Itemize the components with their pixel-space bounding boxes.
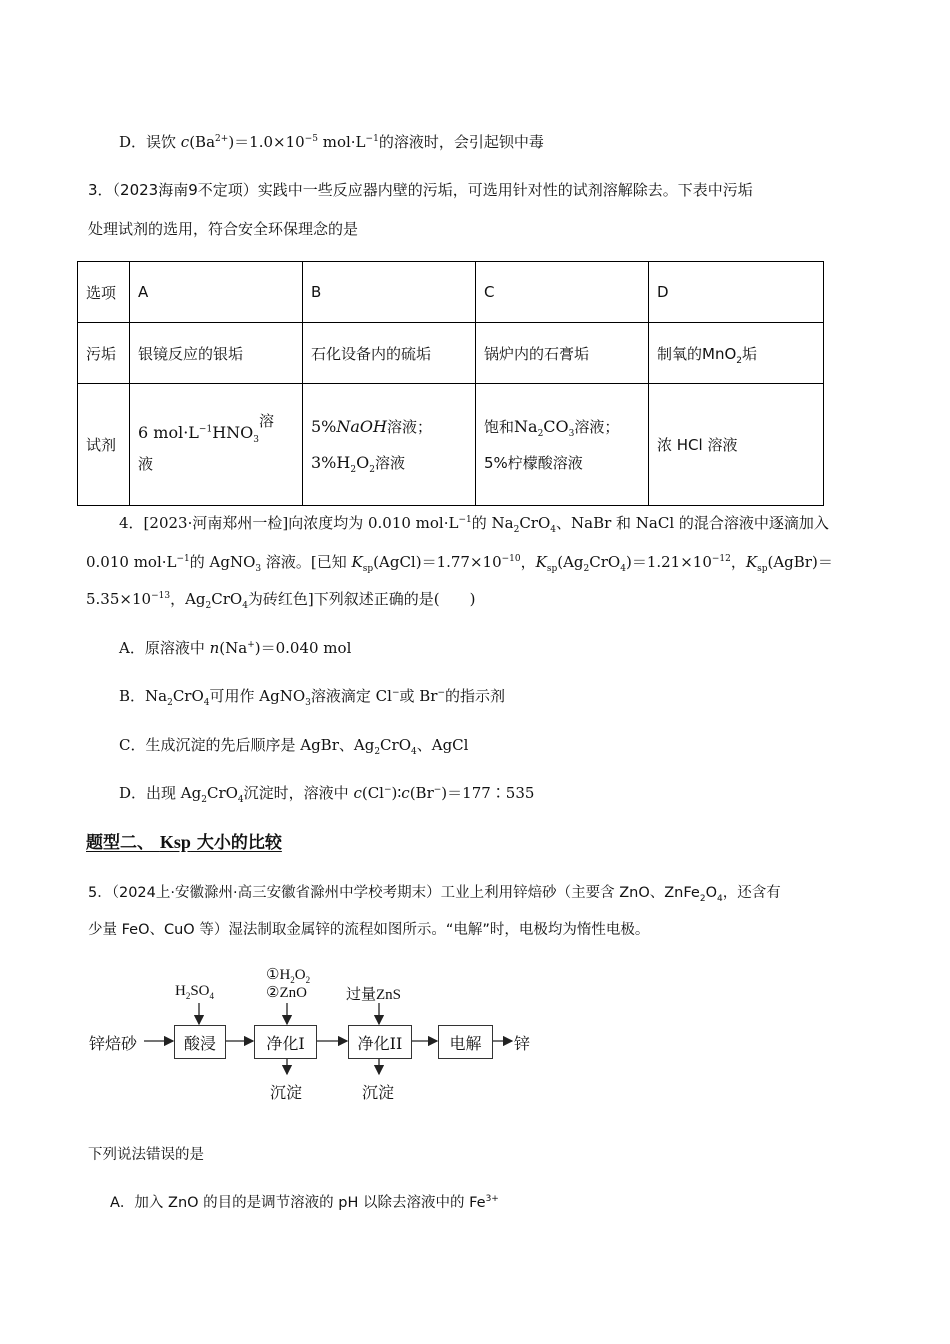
q4-stem-line3: $5.35\times 10^{-13}$，$Ag_2CrO_4$为砖红色]下列叙述正确的是( ) <box>86 590 476 611</box>
flow-output-label: 锌 <box>514 1036 531 1053</box>
q4-option-b: B．$Na_2CrO_4$可用作 AgNO$_3$溶液滴定 Cl−或 Br−的指示剂 <box>119 687 506 708</box>
q4-stem-line1: 4．[2023·河南郑州一检]向浓度均为 0.010 $mol\cdot L^{-1}$的 $Na_2CrO_4$、NaBr 和 NaCl 的混合溶液中逐滴加入 <box>119 514 829 535</box>
table-cell: 银镜反应的银垢 <box>130 323 303 384</box>
q4-option-d: D．出现 $Ag_2CrO_4$沉淀时，溶液中 c(Cl−)∶c(Br−)＝177∶535 <box>119 784 535 805</box>
flow-step-acid-leach: 酸浸 <box>174 1025 226 1059</box>
section-heading: 题型二、 Ksp 大小的比较 <box>86 832 282 853</box>
table-cell: 锅炉内的石膏垢 <box>476 323 649 384</box>
q5-stem-line2: 少量 FeO、CuO 等）湿法制取金属锌的流程如图所示。“电解”时，电极均为惰性电极。 <box>88 922 650 938</box>
flow-reagent-h2so4: $H_2SO_4$ <box>175 983 215 1001</box>
q5-question: 下列说法错误的是 <box>88 1147 204 1163</box>
flow-reagent-zno: ②ZnO <box>266 985 307 1001</box>
q3-stem-line2: 处理试剂的选用，符合安全环保理念的是 <box>88 220 359 238</box>
flow-step-purify-1: 净化I <box>254 1025 317 1059</box>
flow-reagent-h2o2: $①H_2O_2$ <box>266 967 311 985</box>
table-cell: 污垢 <box>78 323 130 384</box>
table-cell: 浓 HCl 溶液 <box>649 384 824 506</box>
table-cell: 石化设备内的硫垢 <box>303 323 476 384</box>
option-d-line: D．误饮 $c(Ba^{2+})=1.0\times 10^{-5}$ $mol\cdot L^{-1}$的溶液时，会引起钡中毒 <box>119 133 544 151</box>
flow-precipitate-1: 沉淀 <box>270 1085 303 1102</box>
flow-step-electrolysis: 电解 <box>438 1025 493 1059</box>
table-cell: B <box>303 262 476 323</box>
q3-stem-line1: 3．（2023海南9不定项）实践中一些反应器内壁的污垢，可选用针对性的试剂溶解除去。下表中污垢 <box>88 181 753 199</box>
q4-stem-line2: 0.010 $mol\cdot L^{-1}$的 AgNO$_3$ 溶液。[已知 $K_{sp}(AgCl)=1.77\times 10^{-10}$，$K_{sp}(Ag_2CrO_4)=1.21\times 10^{-12}$，$K_{sp}(AgBr)=$ <box>86 553 833 574</box>
flow-step-purify-2: 净化II <box>348 1025 412 1059</box>
table-cell: C <box>476 262 649 323</box>
q5-stem-line1: 5．（2024上·安徽滁州·高三安徽省滁州中学校考期末）工业上利用锌焙砂（主要含 ZnO、$ZnFe_2O_4$，还含有 <box>88 885 781 904</box>
table-cell: A <box>130 262 303 323</box>
flow-input-label: 锌焙砂 <box>89 1036 138 1053</box>
q4-option-a: A．原溶液中 n(Na+)＝0.040 mol <box>119 639 352 657</box>
table-cell: D <box>649 262 824 323</box>
q5-option-a: A．加入 ZnO 的目的是调节溶液的 pH 以除去溶液中的 $Fe^{3+}$ <box>110 1194 499 1211</box>
table-cell: 饱和$Na_2CO_3$溶液； 5%柠檬酸溶液 <box>476 384 649 506</box>
flow-precipitate-2: 沉淀 <box>362 1085 395 1102</box>
table-cell: 6 $mol\cdot L^{-1}HNO_3$溶 液 <box>130 384 303 506</box>
table-cell: 试剂 <box>78 384 130 506</box>
flow-reagent-zns: 过量ZnS <box>346 987 402 1003</box>
table-cell: 选项 <box>78 262 130 323</box>
q4-option-c: C．生成沉淀的先后顺序是 AgBr、$Ag_2CrO_4$、AgCl <box>119 736 469 757</box>
table-cell: 5%NaOH溶液； $3\%H_2O_2$溶液 <box>303 384 476 506</box>
table-cell: 制氧的MnO$_2$垢 <box>649 323 824 384</box>
